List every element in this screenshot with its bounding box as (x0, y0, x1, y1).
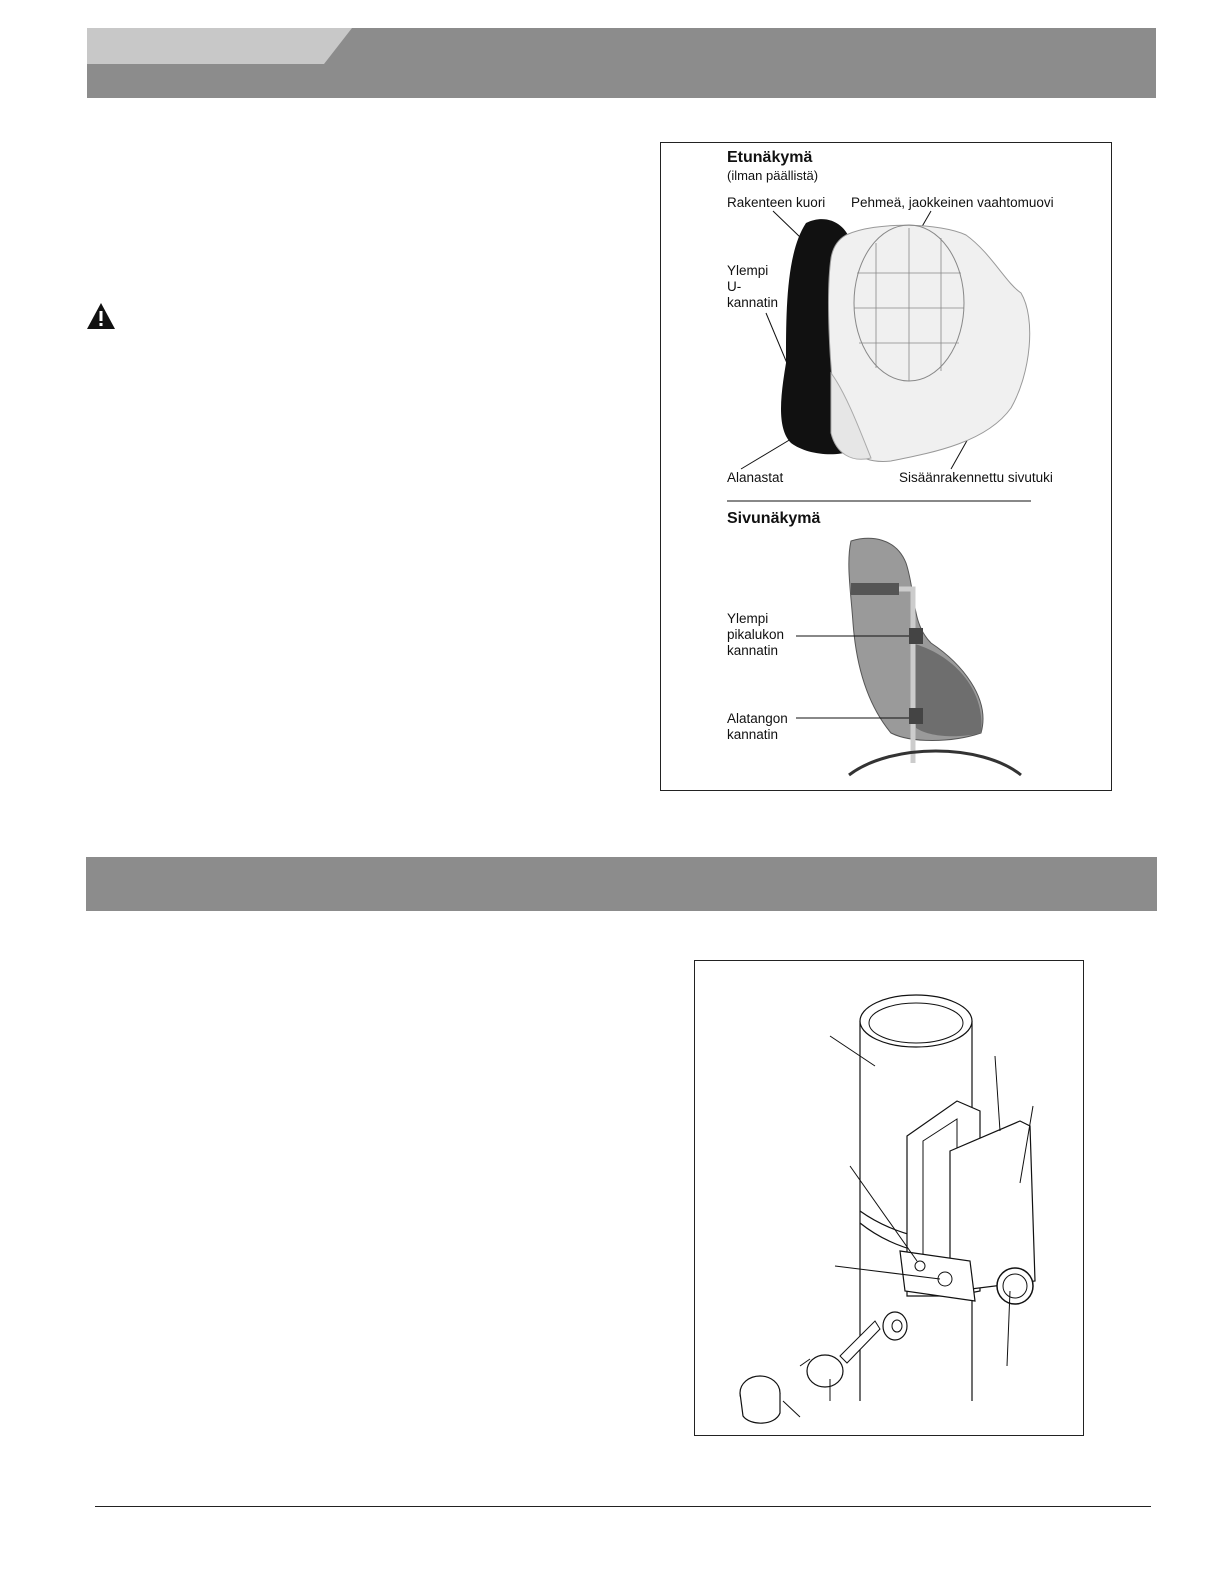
clamp-illustration (695, 961, 1083, 1435)
headrest-figure (660, 142, 1112, 791)
label-lower-rod-2: kannatin (727, 727, 779, 742)
label-lower-rod-1: Alatangon (727, 711, 788, 726)
front-view-subtitle: (ilman päällistä) (727, 168, 819, 183)
label-upper-quick-1: Ylempi (727, 611, 769, 626)
warning-triangle-icon (86, 302, 116, 330)
label-upper-bracket-3: kannatin (727, 295, 779, 310)
clamp-figure (694, 960, 1084, 1436)
label-upper-bracket-2: U- (727, 279, 742, 294)
front-view-title: Etunäkymä (727, 149, 813, 166)
label-shell: Rakenteen kuori (727, 195, 826, 210)
section2-header-bar (86, 857, 1157, 911)
label-upper-bracket-1: Ylempi (727, 263, 769, 278)
label-side-support: Sisäänrakennettu sivutuki (899, 470, 1053, 485)
label-upper-quick-2: pikalukon (727, 627, 785, 642)
headrest-illustration (661, 143, 1111, 790)
footer-divider (95, 1506, 1151, 1507)
section-header-tab (87, 28, 352, 64)
label-upper-quick-3: kannatin (727, 643, 779, 658)
side-view-title: Sivunäkymä (727, 510, 821, 527)
label-lower-pin: Alanastat (727, 470, 784, 485)
label-foam: Pehmeä, jaokkeinen vaahtomuovi (851, 195, 1054, 210)
